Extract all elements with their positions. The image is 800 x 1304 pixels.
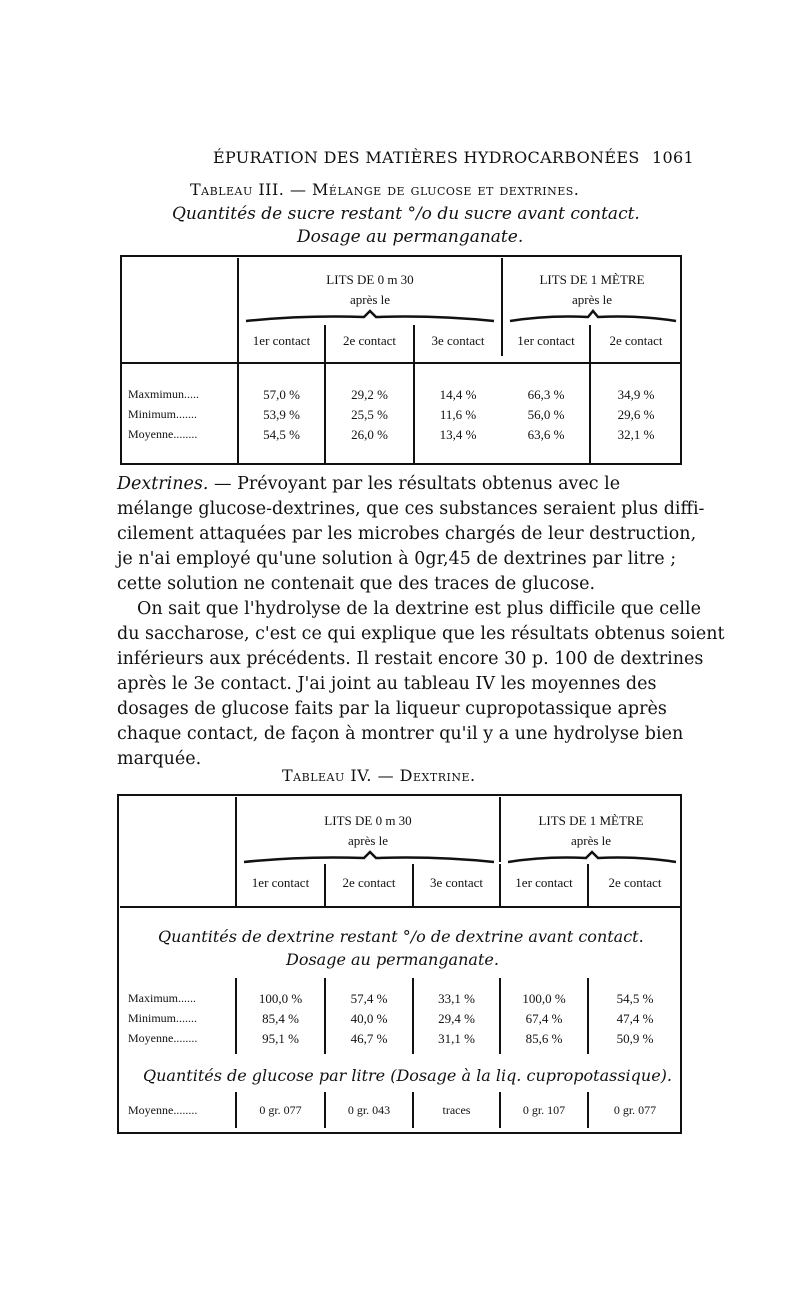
table4-group1-line2: après le xyxy=(347,833,389,848)
row-label: Maxmimun..... xyxy=(128,387,199,401)
row-label: Moyenne........ xyxy=(128,427,198,441)
table3-subtitle-2: Dosage au permanganate. xyxy=(297,227,524,247)
table4-section1-line1: Quantités de dextrine restant °/o de dextrine avant contact. xyxy=(158,927,644,946)
table3-col-4: 1er contact xyxy=(517,333,575,348)
table4-col-1: 1er contact xyxy=(251,875,310,890)
table4-section1-line2: Dosage au permanganate. xyxy=(286,950,499,969)
page-number: 1061 xyxy=(652,148,694,167)
table3-brace-2 xyxy=(508,309,678,323)
table4-col-4: 1er contact xyxy=(515,875,573,890)
row-label: Maximum...... xyxy=(128,991,196,1005)
table4-title: Tableau IV. — Dextrine. xyxy=(282,766,476,785)
row-label: Minimum....... xyxy=(128,1011,198,1025)
table4-section2: Quantités de glucose par litre (Dosage à la liq. cupropotassique). xyxy=(143,1066,672,1085)
table4-col-2: 2e contact xyxy=(342,875,396,890)
table3-group1-line2: après le xyxy=(349,292,391,307)
paragraph-dextrines: Dextrines. — Prévoyant par les résultats obtenus avec le mélange glucose-dextrines, que ces substances seraient plus diffi- cilement attaquées par les microbes chargés de leur destruction, je n'ai employé qu'une solution à 0gr,45 de dextrines par litre ; cette solution ne contenait que des traces de glucose. xyxy=(117,474,705,594)
table3-col-5: 2e contact xyxy=(609,333,663,348)
table3-title: Tableau III. — Mélange de glucose et dextrines. xyxy=(190,180,580,199)
table3-group2-line2: après le xyxy=(571,292,613,307)
row-label: Minimum....... xyxy=(128,407,198,421)
run-in-heading: Dextrines. xyxy=(117,474,209,494)
table3-col-1: 1er contact xyxy=(252,333,311,348)
table3-subtitle-1: Quantités de sucre restant °/o du sucre avant contact. xyxy=(172,204,640,224)
table3-col-2: 2e contact xyxy=(342,333,397,348)
row-label: Moyenne........ xyxy=(128,1031,198,1045)
table4-brace-1 xyxy=(242,850,496,864)
table3-group1-line1: LITS DE 0 m 30 xyxy=(326,272,414,287)
table4-col-5: 2e contact xyxy=(608,875,662,890)
table4-col-3: 3e contact xyxy=(429,875,484,890)
row-label: Moyenne........ xyxy=(128,1103,198,1117)
paragraph-hydrolyse: On sait que l'hydrolyse de la dextrine est plus difficile que celle du saccharose, c'est ce qui explique que les résultats obtenus soient inférieurs aux précédents. Il restait encore 30 p. 100 de dextrines après le 3e contact. J'ai joint au tableau IV les moyennes des dosages de glucose faits par la liqueur cupropotassique après chaque contact, de façon à montrer qu'il y a une hydrolyse bien marquée. xyxy=(117,599,725,769)
running-title: ÉPURATION DES MATIÈRES HYDROCARBONÉES xyxy=(213,148,640,167)
table3-brace-1 xyxy=(244,309,496,323)
table4-brace-2 xyxy=(506,850,678,864)
table4-group1-line1: LITS DE 0 m 30 xyxy=(324,813,412,828)
table4-group2-line1: LITS DE 1 MÈTRE xyxy=(538,813,644,828)
table3-group2-line1: LITS DE 1 MÈTRE xyxy=(539,272,645,287)
table4-group2-line2: après le xyxy=(570,833,612,848)
table3-col-3: 3e contact xyxy=(431,333,485,348)
